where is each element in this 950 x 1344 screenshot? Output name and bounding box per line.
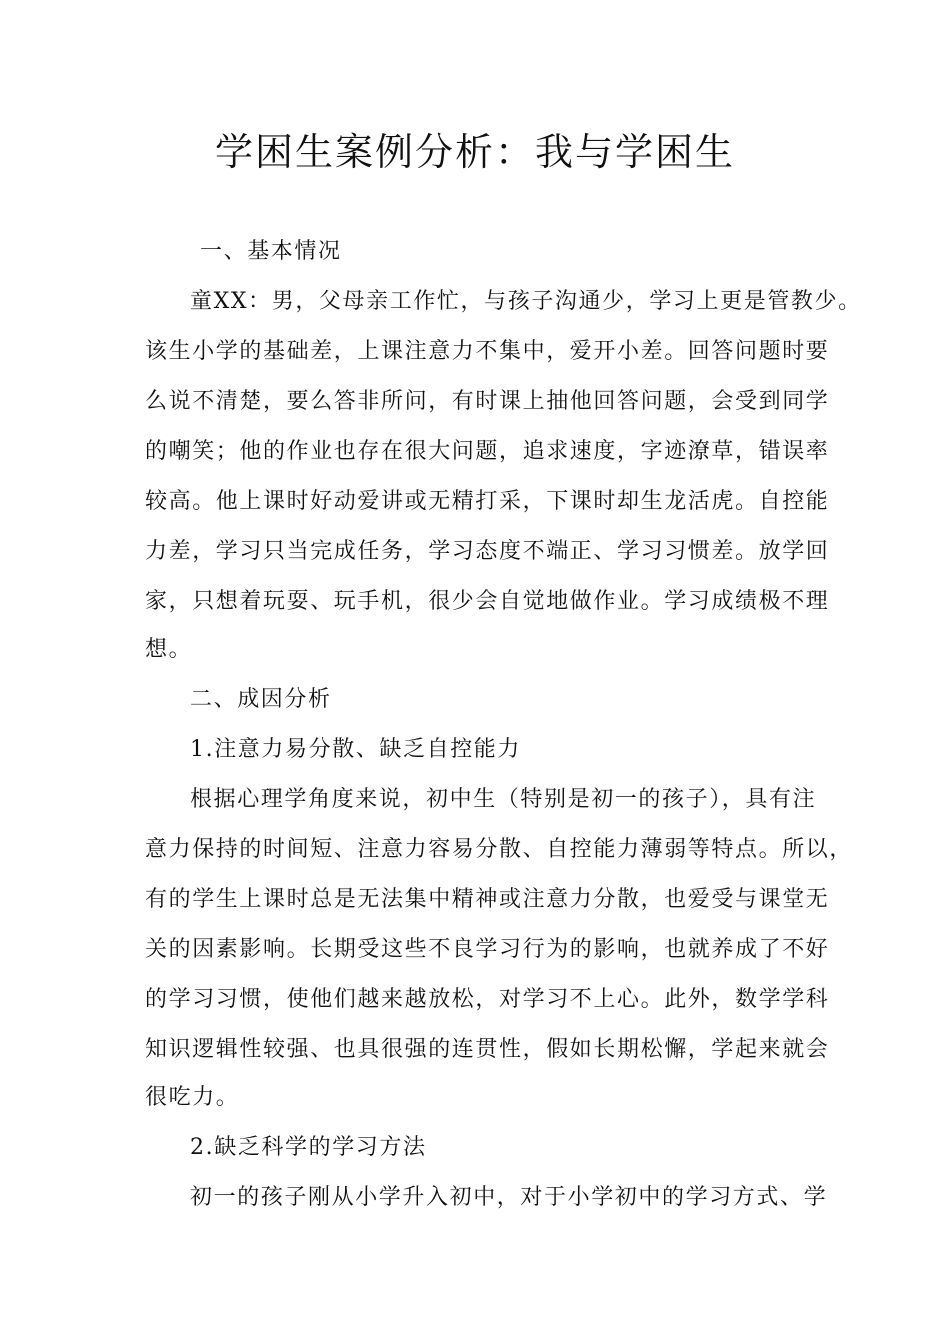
paragraph-line: 很吃力。 xyxy=(145,1085,240,1110)
paragraph-line: 该生小学的基础差，上课注意力不集中，爱开小差。回答问题时要 xyxy=(145,339,830,364)
paragraph-line: 根据心理学角度来说，初中生（特别是初一的孩子），具有注 xyxy=(190,787,817,812)
paragraph-line: 知识逻辑性较强、也具很强的连贯性，假如长期松懈，学起来就会 xyxy=(145,1037,830,1062)
document-title: 学困生案例分析：我与学困生 xyxy=(214,130,735,174)
paragraph-line: 较高。他上课时好动爱讲或无精打采，下课时却生龙活虎。自控能 xyxy=(145,489,830,514)
paragraph-line: 家，只想着玩耍、玩手机，很少会自觉地做作业。学习成绩极不理 xyxy=(145,589,830,614)
paragraph-line: 力差，学习只当完成任务，学习态度不端正、学习习惯差。放学回 xyxy=(145,539,830,564)
paragraph-line: 么说不清楚，要么答非所问，有时课上抽他回答问题，会受到同学 xyxy=(145,389,830,414)
subheading-learning-method: 2.缺乏科学的学习方法 xyxy=(190,1135,427,1160)
paragraph-line: 有的学生上课时总是无法集中精神或注意力分散，也爱受与课堂无 xyxy=(145,887,830,912)
paragraph-line: 想。 xyxy=(145,637,193,662)
subheading-attention: 1.注意力易分散、缺乏自控能力 xyxy=(190,737,521,762)
heading-basic-situation: 一、基本情况 xyxy=(200,239,342,264)
heading-cause-analysis: 二、成因分析 xyxy=(190,687,332,712)
paragraph-line: 的学习习惯，使他们越来越放松，对学习不上心。此外，数学学科 xyxy=(145,987,830,1012)
paragraph-line: 初一的孩子刚从小学升入初中，对于小学初中的学习方式、学 xyxy=(190,1185,828,1210)
paragraph-line: 的嘲笑；他的作业也存在很大问题，追求速度，字迹潦草，错误率 xyxy=(145,439,830,464)
paragraph-line: 意力保持的时间短、注意力容易分散、自控能力薄弱等特点。所以， xyxy=(145,837,854,862)
paragraph-line: 童XX：男，父母亲工作忙，与孩子沟通少，学习上更是管教少。 xyxy=(190,289,862,314)
paragraph-line: 关的因素影响。长期受这些不良学习行为的影响，也就养成了不好 xyxy=(145,937,830,962)
